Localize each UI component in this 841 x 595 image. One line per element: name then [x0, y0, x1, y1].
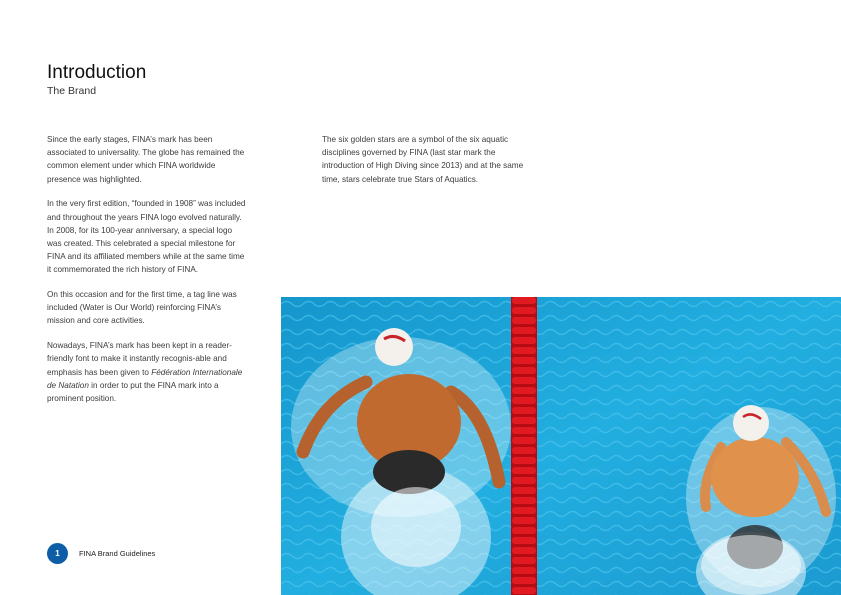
lane-rope	[511, 297, 537, 595]
paragraph: In the very first edition, “founded in 1908” was included and throughout the years FINA logo evolved naturally. In 2008, for its 100-year anniversary, a special logo was created. This celebrated a special milestone for FINA and its affiliated members while at the same time it commemorated the rich history of FINA.	[47, 199, 246, 275]
page-subtitle: The Brand	[47, 85, 97, 97]
paragraph: The six golden stars are a symbol of the six aquatic disciplines governed by FINA (last star mark the introduction of High Diving since 2013) and at the same time, stars celebrate true Stars of Aquatics.	[322, 135, 524, 184]
swimmers-photo	[281, 297, 841, 595]
page-number-badge: 1	[47, 543, 68, 564]
paragraph-text: in order to put the FINA mark into a prominent position.	[47, 380, 219, 403]
paragraph-text: Nowadays, FINA’s mark has been kept in a reader-friendly font to make it instantly recognis-able and emphasis has been given to	[47, 341, 232, 377]
body-column-left	[47, 133, 247, 417]
paragraph: Since the early stages, FINA’s mark has been associated to universality. The globe has remained the common element under which FINA worldwide presence was highlighted.	[47, 135, 245, 184]
page-title: Introduction	[47, 62, 147, 83]
footer-label: FINA Brand Guidelines	[79, 549, 156, 558]
swimmers-illustration	[281, 297, 841, 595]
paragraph	[47, 339, 247, 405]
italic-text: Fédération Internationale de Natation	[47, 367, 243, 390]
paragraph: On this occasion and for the first time, a tag line was included (Water is Our World) reinforcing FINA’s mission and core activities.	[47, 290, 237, 326]
body-column-right	[322, 133, 527, 197]
